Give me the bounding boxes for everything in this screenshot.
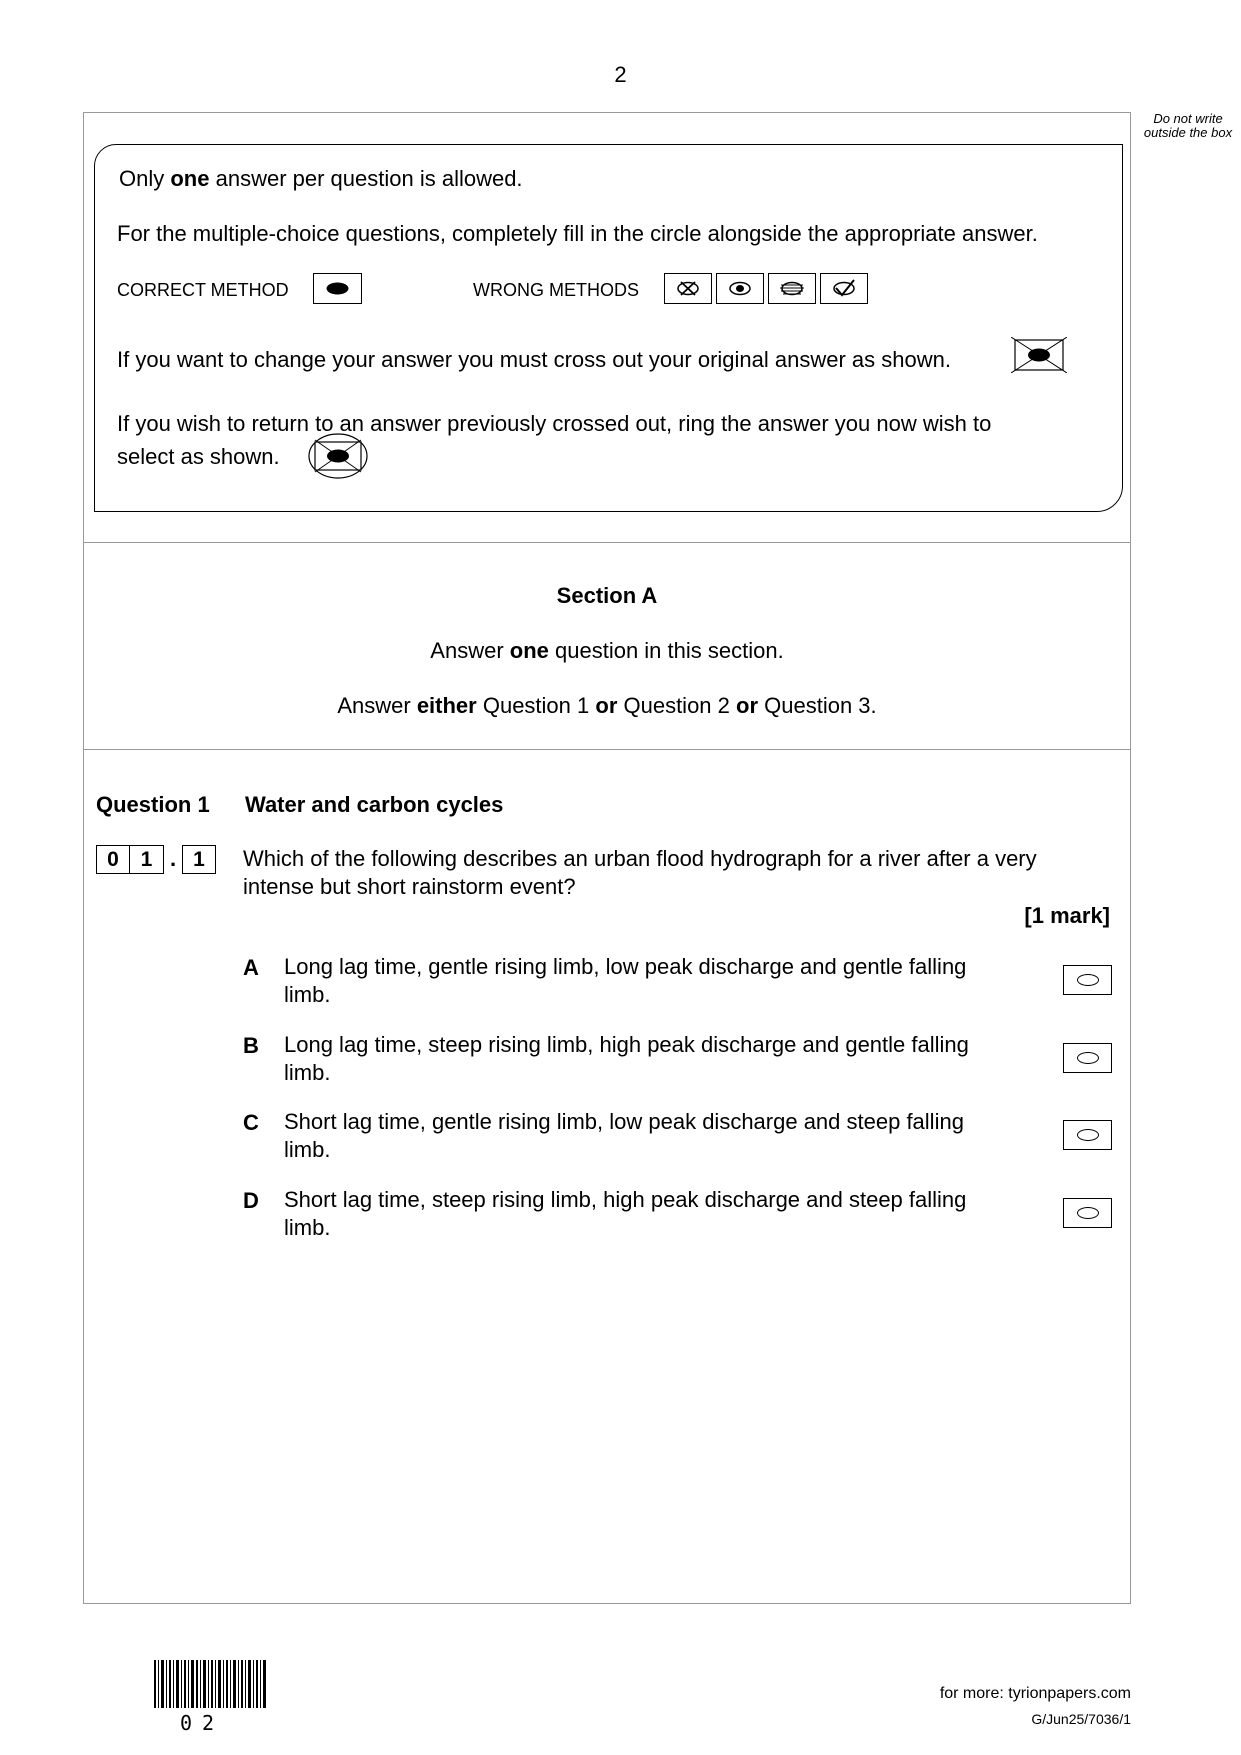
- question-dot: .: [169, 846, 177, 871]
- answer-oval-icon: [1077, 1207, 1099, 1219]
- section-instruction-2: Answer either Question 1 or Question 2 or Question 3.: [337, 693, 877, 718]
- wrong-method-scribble: [768, 273, 816, 304]
- answer-box-b[interactable]: [1063, 1043, 1112, 1073]
- instruction-cross-out: If you want to change your answer you must cross out your original answer as shown.: [117, 347, 951, 372]
- question-text-line1: Which of the following describes an urban flood hydrograph for a river after a very: [243, 846, 1037, 871]
- option-text-c: Short lag time, gentle rising limb, low peak discharge and steep falling limb.: [284, 1109, 964, 1162]
- dotted-oval-icon: [717, 274, 763, 303]
- crossed-oval-icon: [665, 274, 711, 303]
- barcode-number: 02: [180, 1711, 225, 1735]
- option-letter-a: A: [243, 955, 259, 980]
- correct-method-label: CORRECT METHOD: [117, 280, 289, 300]
- option-text-b: Long lag time, steep rising limb, high peak discharge and gentle falling limb.: [284, 1032, 969, 1085]
- question-marks: [1 mark]: [1024, 903, 1110, 928]
- ticked-oval-icon: [821, 274, 867, 303]
- crossed-box-icon: [1011, 337, 1067, 373]
- wrong-method-cross: [664, 273, 712, 304]
- answer-oval-icon: [1077, 974, 1099, 986]
- wrong-method-dot: [716, 273, 764, 304]
- question-topic: Water and carbon cycles: [245, 792, 504, 817]
- scribbled-oval-icon: [769, 274, 815, 303]
- wrong-methods-examples: [664, 273, 868, 304]
- correct-method-example: [313, 273, 362, 304]
- option-text-a: Long lag time, gentle rising limb, low peak discharge and gentle falling limb.: [284, 954, 967, 1007]
- option-letter-c: C: [243, 1110, 259, 1135]
- ringed-example: [307, 432, 369, 480]
- question-text-line2: intense but short rainstorm event?: [243, 874, 576, 899]
- instruction-return-line1: If you wish to return to an answer previously crossed out, ring the answer you now wish to: [117, 411, 992, 436]
- question-digit: 1: [130, 845, 164, 874]
- divider: [83, 542, 1131, 543]
- question-digit: 0: [96, 845, 130, 874]
- option-letter-b: B: [243, 1033, 259, 1058]
- option-text-d: Short lag time, steep rising limb, high peak discharge and steep falling limb.: [284, 1187, 967, 1240]
- answer-box-a[interactable]: [1063, 965, 1112, 995]
- margin-note: Do not write outside the box: [1143, 111, 1233, 140]
- question-label: Question 1: [96, 792, 210, 817]
- question-number-boxes: [96, 845, 216, 874]
- answer-box-d[interactable]: [1063, 1198, 1112, 1228]
- instruction-return-line2: select as shown.: [117, 444, 280, 469]
- instruction-fill-circle: For the multiple-choice questions, completely fill in the circle alongside the appropriate answer.: [117, 221, 1038, 246]
- wrong-method-tick: [820, 273, 868, 304]
- wrong-methods-label: WRONG METHODS: [473, 280, 639, 300]
- section-title: Section A: [556, 583, 658, 608]
- barcode-icon: [154, 1660, 266, 1708]
- page-number: 2: [614, 62, 627, 87]
- divider: [83, 749, 1131, 750]
- crossed-out-example: [1011, 337, 1067, 373]
- footer-code: G/Jun25/7036/1: [1031, 1711, 1131, 1727]
- answer-oval-icon: [1077, 1052, 1099, 1064]
- question-digit: 1: [182, 845, 216, 874]
- instruction-one-answer: Only one answer per question is allowed.: [119, 166, 523, 191]
- answer-box-c[interactable]: [1063, 1120, 1112, 1150]
- ringed-crossed-icon: [307, 432, 369, 480]
- answer-oval-icon: [1077, 1129, 1099, 1141]
- footer-more: for more: tyrionpapers.com: [939, 1685, 1131, 1702]
- section-instruction-1: Answer one question in this section.: [430, 638, 784, 663]
- filled-oval-icon: [314, 274, 361, 303]
- option-letter-d: D: [243, 1188, 259, 1213]
